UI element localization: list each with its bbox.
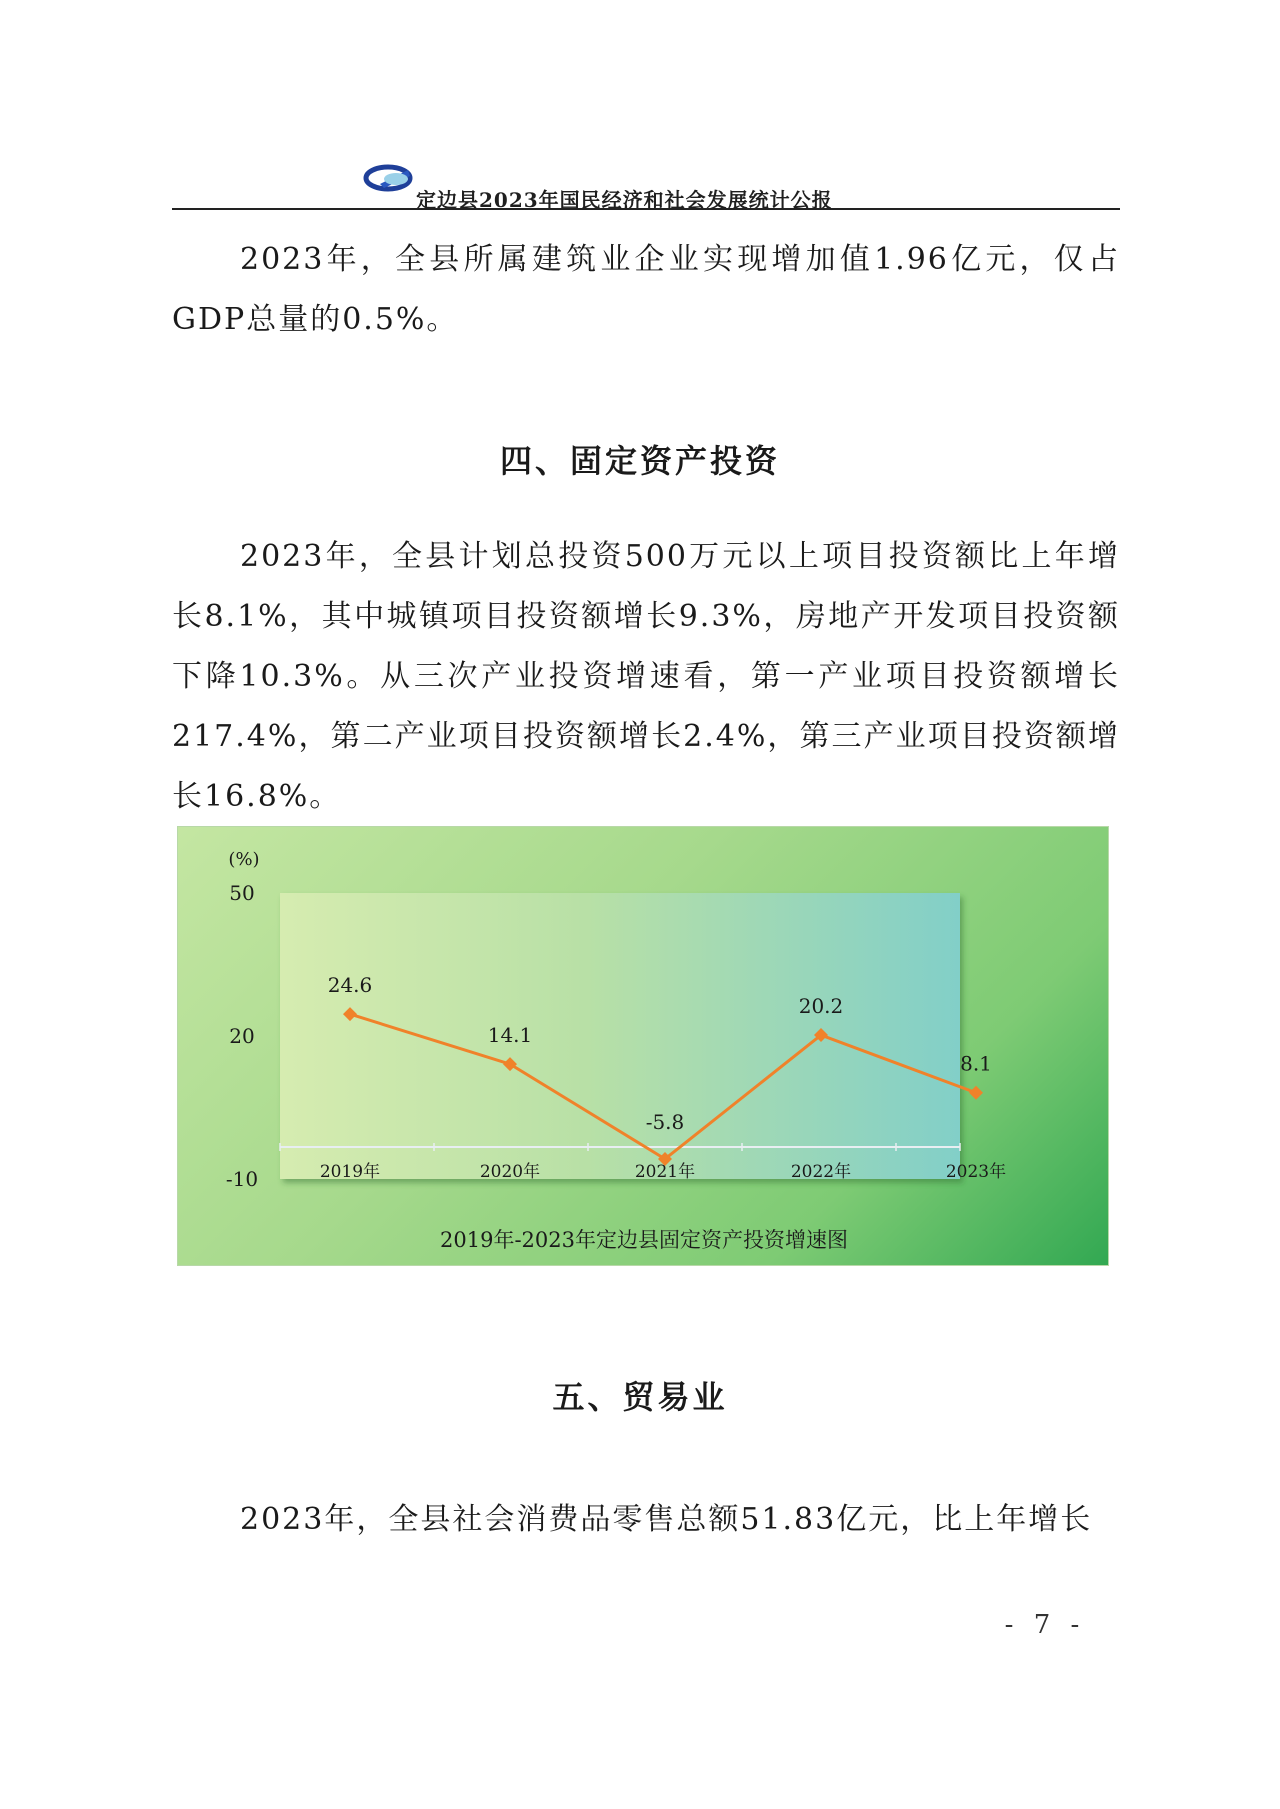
x-tick-label: 2023年 [945, 1162, 1007, 1182]
data-label: -5.8 [645, 1109, 685, 1134]
header-title: 定边县2023年国民经济和社会发展统计公报 [416, 188, 833, 212]
document-header [172, 158, 1120, 210]
paragraph-construction: 2023年，全县所属建筑业企业实现增加值1.96亿元，仅占GDP总量的0.5%。 [172, 242, 1120, 337]
x-tick-label: 2020年 [479, 1162, 541, 1182]
y-tick-label: 20 [229, 1024, 255, 1048]
page-number: - 7 - [1004, 1610, 1086, 1640]
x-tick-label: 2022年 [790, 1162, 852, 1182]
plot-area [280, 893, 960, 1179]
data-label: 24.6 [327, 973, 373, 998]
data-point [969, 1086, 983, 1100]
paragraph-trade: 2023年，全县社会消费品零售总额51.83亿元，比上年增长 [240, 1502, 1093, 1537]
header-rule [172, 208, 1120, 210]
data-label: 8.1 [960, 1051, 992, 1076]
y-tick-label: 50 [229, 881, 255, 905]
section-heading-trade: 五、贸易业 [552, 1378, 728, 1416]
bulletin-logo-icon [360, 160, 422, 196]
investment-growth-chart [177, 826, 1109, 1266]
y-axis-label: (%) [228, 849, 260, 870]
paragraph-investment: 2023年，全县计划总投资500万元以上项目投资额比上年增长8.1%，其中城镇项目投资额增长9.3%，房地产开发项目投资额下降10.3%。从三次产业投资增速看，第一产业项目投资额增长217.4%，第二产业项目投资额增长2.4%，第三产业项目投资额增长16.8%。 [172, 539, 1120, 814]
chart-canvas [178, 827, 1110, 1267]
y-tick-label: -10 [225, 1167, 259, 1191]
x-tick-label: 2021年 [634, 1162, 696, 1182]
data-label: 14.1 [487, 1023, 533, 1048]
section-heading-fixed-asset-investment: 四、固定资产投资 [499, 442, 780, 480]
data-label: 20.2 [798, 994, 844, 1019]
chart-title: 2019年-2023年定边县固定资产投资增速图 [440, 1228, 848, 1252]
x-tick-label: 2019年 [319, 1162, 381, 1182]
